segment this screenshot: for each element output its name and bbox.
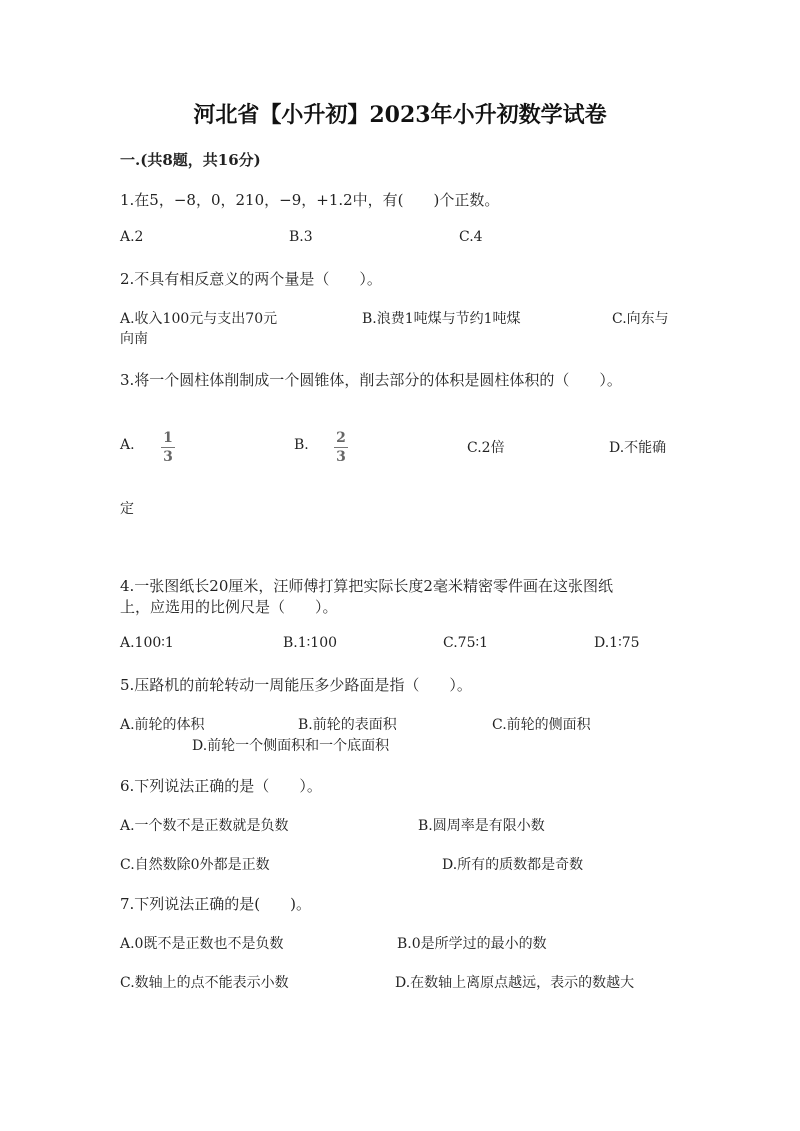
q7-option-a: A.0既不是正数也不是负数 [120, 936, 284, 952]
q2-option-c-wrap: 向南 [120, 331, 148, 347]
page-title: 河北省【小升初】2023年小升初数学试卷 [193, 102, 607, 128]
question-4-stem-line-1: 4.一张图纸长20厘米，汪师傅打算把实际长度2毫米精密零件画在这张图纸 [120, 577, 613, 595]
question-7-stem: 7.下列说法正确的是( )。 [120, 895, 312, 913]
question-6-stem: 6.下列说法正确的是（ ）。 [120, 777, 322, 795]
fraction-denominator: 3 [336, 449, 346, 465]
q7-option-c: C.数轴上的点不能表示小数 [120, 975, 289, 991]
question-4-stem-line-2: 上，应选用的比例尺是（ ）。 [120, 598, 338, 616]
q5-option-c: C.前轮的侧面积 [492, 717, 591, 733]
q7-option-b: B.0是所学过的最小的数 [397, 936, 547, 952]
q7-option-d: D.在数轴上离原点越远，表示的数越大 [395, 975, 635, 991]
q4-option-d: D.1∶75 [594, 635, 640, 651]
question-1-stem: 1.在5，−8，0，210，−9，+1.2中，有( )个正数。 [120, 191, 500, 209]
q4-option-b: B.1∶100 [283, 635, 338, 651]
section-heading: 一.(共8题，共16分) [120, 151, 261, 169]
q3-option-d-wrap: 定 [120, 501, 134, 517]
q6-option-d: D.所有的质数都是奇数 [442, 857, 584, 873]
fraction-one-third [161, 430, 175, 465]
q2-option-c: C.向东与 [612, 311, 669, 327]
question-3-stem: 3.将一个圆柱体削制成一个圆锥体，削去部分的体积是圆柱体积的（ ）。 [120, 371, 622, 389]
fraction-numerator: 1 [163, 430, 173, 446]
q4-option-c: C.75∶1 [443, 635, 489, 651]
q6-option-b: B.圆周率是有限小数 [418, 818, 545, 834]
q4-option-a: A.100∶1 [120, 635, 174, 651]
q3-option-c: C.2倍 [467, 440, 505, 456]
fraction-bar [334, 447, 348, 448]
question-2-stem: 2.不具有相反意义的两个量是（ ）。 [120, 270, 382, 288]
q3-option-a: A. [120, 437, 135, 453]
fraction-denominator: 3 [163, 449, 173, 465]
q1-option-a: A.2 [120, 229, 144, 245]
q2-option-b: B.浪费1吨煤与节约1吨煤 [362, 311, 521, 327]
q6-option-c: C.自然数除0外都是正数 [120, 857, 270, 873]
fraction-numerator: 2 [336, 430, 346, 446]
q1-option-c: C.4 [459, 229, 483, 245]
fraction-two-thirds [334, 430, 348, 465]
q3-option-d: D.不能确 [609, 440, 667, 456]
q3-option-b: B. [294, 437, 309, 453]
q6-option-a: A.一个数不是正数就是负数 [120, 818, 289, 834]
q5-option-a: A.前轮的体积 [120, 717, 205, 733]
q5-option-d: D.前轮一个侧面积和一个底面积 [192, 738, 390, 754]
q1-option-b: B.3 [289, 229, 313, 245]
question-5-stem: 5.压路机的前轮转动一周能压多少路面是指（ ）。 [120, 676, 472, 694]
q5-option-b: B.前轮的表面积 [298, 717, 397, 733]
fraction-bar [161, 447, 175, 448]
q2-option-a: A.收入100元与支出70元 [120, 311, 278, 327]
